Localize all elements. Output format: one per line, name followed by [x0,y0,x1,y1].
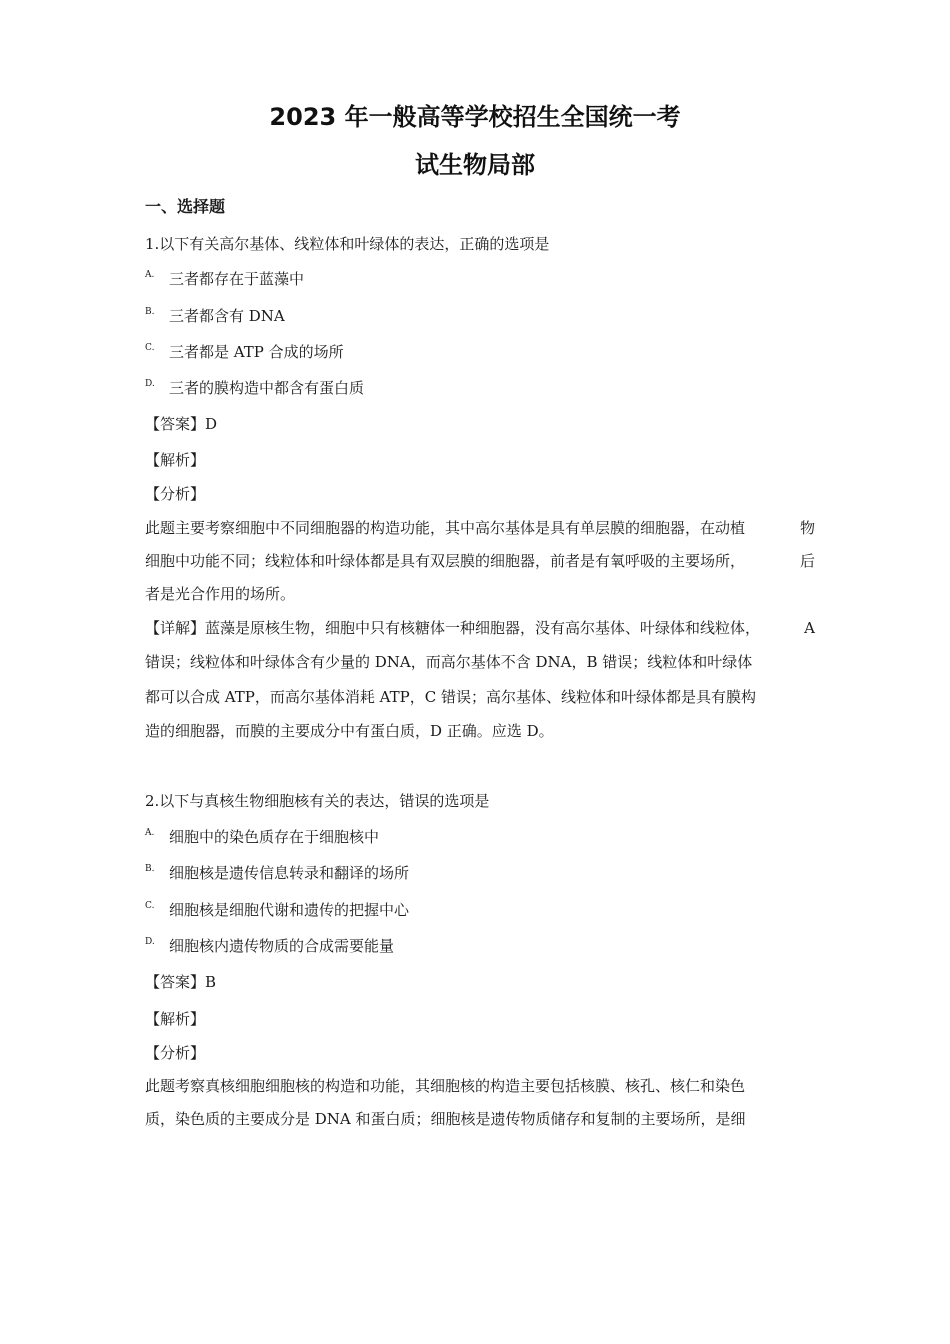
detail-text: 都可以合成 ATP，而高尔基体消耗 ATP，C 错误；高尔基体、线粒体和叶绿体都是具有膜构 [145,688,757,706]
analysis-text: 细胞中功能不同；线粒体和叶绿体都是具有双层膜的细胞器，前者是有氧呼吸的主要场所， [145,552,746,570]
analysis-text: 此题主要考察细胞中不同细胞器的构造功能，其中高尔基体是具有单层膜的细胞器，在动植 [145,519,746,537]
option-text: 细胞核内遗传物质的合成需要能量 [169,937,395,955]
analysis-text-tail: 后 [799,552,815,570]
question-1-jiexi-label: 【解析】 [145,451,206,469]
question-2-stem: 2.以下与真核生物细胞核有关的表达，错误的选项是 [145,792,490,810]
detail-text-tail: A [804,619,815,637]
option-letter: D. [145,379,155,389]
question-1-stem: 1.以下有关高尔基体、线粒体和叶绿体的表达，正确的选项是 [145,235,550,253]
question-2-answer: 【答案】B [145,973,217,991]
section-heading: 一、选择题 [145,197,226,216]
detail-text: 错误；线粒体和叶绿体含有少量的 DNA，而高尔基体不含 DNA，B 错误；线粒体和叶绿体 [145,653,753,671]
option-letter: A. [145,828,155,838]
option-letter: A. [145,270,155,280]
question-2-fenxi-label: 【分析】 [145,1044,206,1062]
question-1-detail-line-4 [145,720,815,742]
question-2-option-a [145,826,379,848]
detail-text: 造的细胞器，而膜的主要成分中有蛋白质，D 正确。应选 D。 [145,722,554,740]
analysis-text-tail: 物 [799,519,815,537]
question-1-option-d [145,377,364,399]
option-text: 三者都含有 DNA [169,307,285,325]
option-letter: D. [145,937,155,947]
question-1-fenxi-label: 【分析】 [145,485,206,503]
question-2-option-c [145,899,409,921]
option-text: 细胞核是遗传信息转录和翻译的场所 [169,864,410,882]
option-letter: B. [145,864,155,874]
analysis-text: 者是光合作用的场所。 [145,585,296,603]
option-letter: C. [145,343,155,353]
question-1-option-b [145,305,285,327]
question-1-analysis-line-2 [145,550,815,572]
question-1-option-a [145,268,304,290]
option-letter: B. [145,307,155,317]
option-text: 细胞核是细胞代谢和遗传的把握中心 [169,901,410,919]
question-2-option-b [145,862,409,884]
option-text: 三者的膜构造中都含有蛋白质 [169,379,365,397]
question-1-detail-line-3 [145,686,815,708]
document-title-line-1: 2023 年一般高等学校招生全国统一考 [269,103,681,131]
question-2-option-d [145,935,394,957]
question-1-detail-line-2 [145,651,815,673]
option-letter: C. [145,901,155,911]
question-1-detail-line-1 [145,617,815,639]
question-2-jiexi-label: 【解析】 [145,1010,206,1028]
question-1-option-c [145,341,344,363]
detail-text: 【详解】蓝藻是原核生物，细胞中只有核糖体一种细胞器，没有高尔基体、叶绿体和线粒体， [145,619,761,637]
option-text: 三者都是 ATP 合成的场所 [169,343,344,361]
question-2-analysis-line-2: 质，染色质的主要成分是 DNA 和蛋白质；细胞核是遗传物质储存和复制的主要场所，是细 [145,1110,746,1128]
document-title-line-2: 试生物局部 [415,151,535,179]
question-1-answer: 【答案】D [145,415,218,433]
question-1-analysis-line-3 [145,583,815,605]
question-1-analysis-line-1 [145,517,815,539]
option-text: 三者都存在于蓝藻中 [169,270,305,288]
question-2-analysis-line-1: 此题考察真核细胞细胞核的构造和功能，其细胞核的构造主要包括核膜、核孔、核仁和染色 [145,1077,746,1095]
option-text: 细胞中的染色质存在于细胞核中 [169,828,380,846]
